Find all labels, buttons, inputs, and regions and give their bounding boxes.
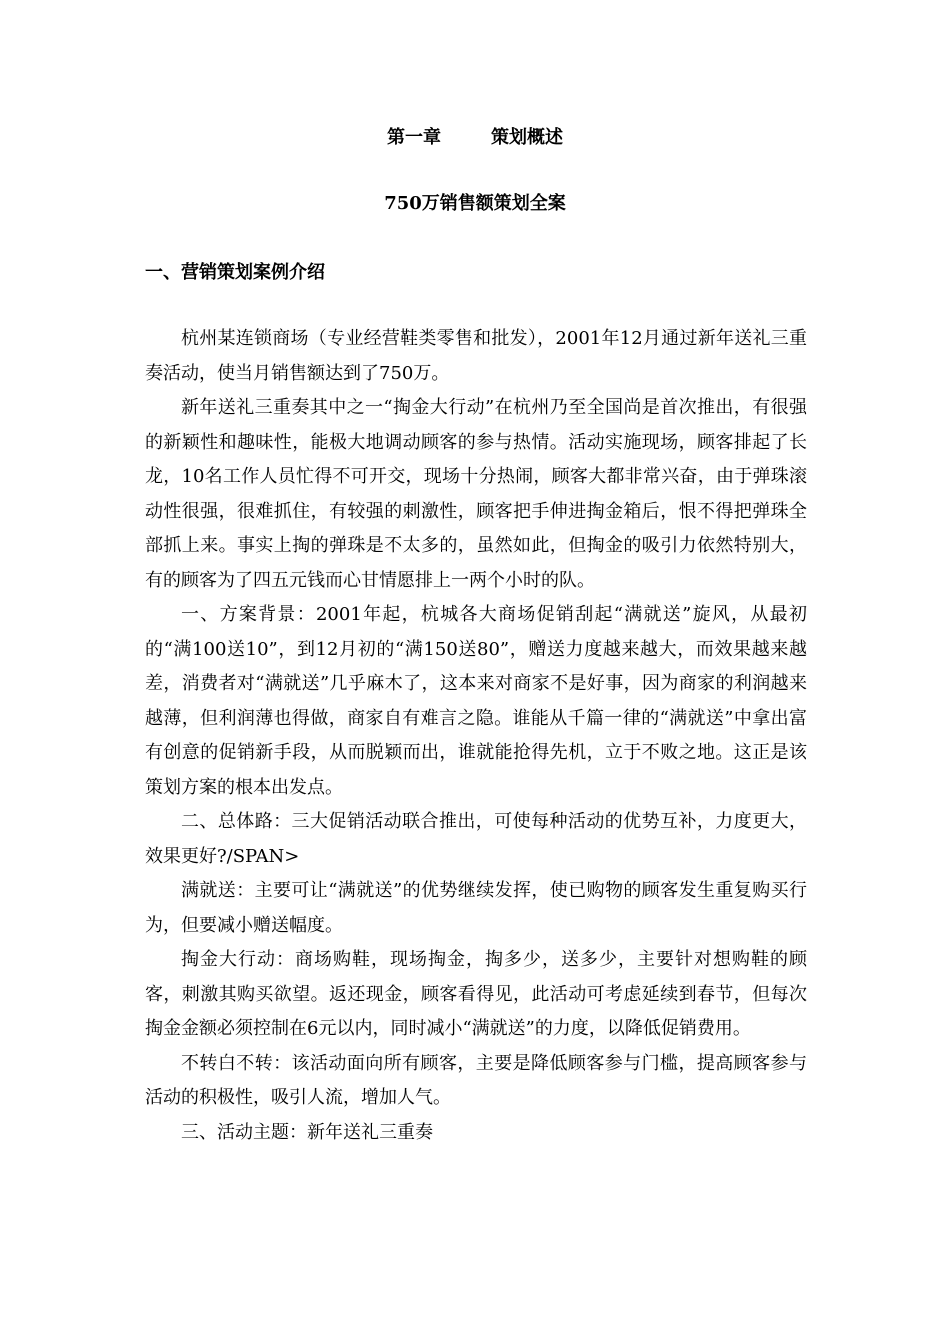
paragraph: 掏金大行动：商场购鞋，现场掏金，掏多少，送多少，主要针对想购鞋的顾客，刺激其购买欲望。返还现金，顾客看得见，此活动可考虑延续到春节，但每次掏金金额必须控制在6元以内，同时减小“满就送”的力度，以降低促销费用。 <box>145 949 807 1039</box>
chapter-title <box>0 124 950 152</box>
paragraph: 三、活动主题：新年送礼三重奏 <box>181 1121 433 1143</box>
paragraph: 一、方案背景：2001年起，杭城各大商场促销刮起“满就送”旋风，从最初的“满100送10”，到12月初的“满150送80”，赠送力度越来越大，而效果越来越差，消费者对“满就送”几乎麻木了，这本来对商家不是好事，因为商家的利润越来越薄，但利润薄也得做，商家自有难言之隐。谁能从千篇一律的“满就送”中拿出富有创意的促销新手段，从而脱颖而出，谁就能抢得先机，立于不败之地。这正是该策划方案的根本出发点。 <box>145 604 807 798</box>
body-text <box>145 322 807 1150</box>
document-title: 750万销售额策划全案 <box>384 193 566 214</box>
paragraph: 不转白不转：该活动面向所有顾客，主要是降低顾客参与门槛，提高顾客参与活动的积极性，吸引人流，增加人气。 <box>145 1052 807 1108</box>
section-heading: 一、营销策划案例介绍 <box>145 262 325 283</box>
paragraph: 满就送：主要可让“满就送”的优势继续发挥，使已购物的顾客发生重复购买行为，但要减小赠送幅度。 <box>145 880 807 936</box>
chapter-label: 第一章 <box>387 127 441 148</box>
paragraph: 新年送礼三重奏其中之一“掏金大行动”在杭州乃至全国尚是首次推出，有很强的新颖性和趣味性，能极大地调动顾客的参与热情。活动实施现场，顾客排起了长龙，10名工作人员忙得不可开交，现场十分热闹，顾客大都非常兴奋，由于弹珠滚动性很强，很难抓住，有较强的刺激性，顾客把手伸进掏金箱后，恨不得把弹珠全部抓上来。事实上掏的弹珠是不太多的，虽然如此，但掏金的吸引力依然特别大，有的顾客为了四五元钱而心甘情愿排上一两个小时的队。 <box>145 397 807 591</box>
chapter-name: 策划概述 <box>491 127 563 148</box>
paragraph: 杭州某连锁商场（专业经营鞋类零售和批发），2001年12月通过新年送礼三重奏活动，使当月销售额达到了750万。 <box>145 328 807 384</box>
paragraph: 二、总体路：三大促销活动联合推出，可使每种活动的优势互补，力度更大，效果更好?/SPAN> <box>145 811 807 867</box>
